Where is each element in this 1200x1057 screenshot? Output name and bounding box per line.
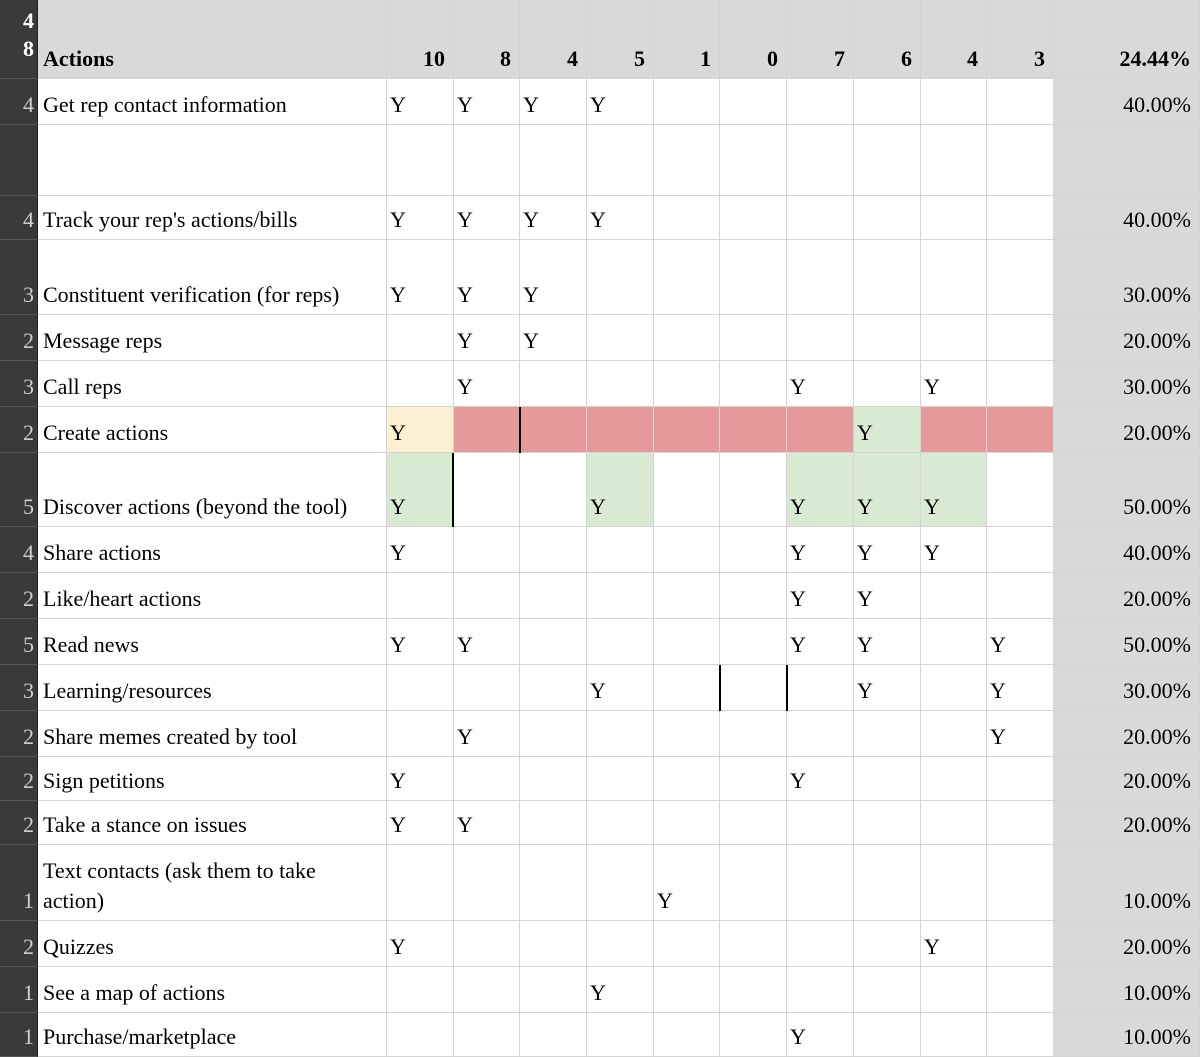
mark-cell[interactable] xyxy=(720,453,787,527)
header-count-col-3[interactable]: 4 xyxy=(520,0,587,79)
percent-cell[interactable]: 20.00% xyxy=(1054,757,1200,801)
row-number[interactable]: 2 xyxy=(0,757,38,801)
mark-cell[interactable] xyxy=(587,527,654,573)
mark-cell[interactable] xyxy=(454,967,520,1013)
mark-cell[interactable] xyxy=(520,665,587,711)
mark-cell[interactable]: Y xyxy=(587,453,654,527)
mark-cell[interactable]: Y xyxy=(787,527,854,573)
mark-cell[interactable] xyxy=(987,79,1054,125)
mark-cell[interactable] xyxy=(921,125,987,196)
mark-cell[interactable]: Y xyxy=(854,665,921,711)
action-label[interactable]: Quizzes xyxy=(38,921,387,967)
row-number[interactable]: 4 xyxy=(0,196,38,240)
mark-cell[interactable] xyxy=(987,407,1054,453)
header-count-col-5[interactable]: 1 xyxy=(654,0,720,79)
row-number[interactable]: 2 xyxy=(0,315,38,361)
mark-cell[interactable] xyxy=(654,361,720,407)
mark-cell[interactable]: Y xyxy=(587,196,654,240)
row-number-bottom: 8 xyxy=(23,36,34,61)
mark-cell[interactable] xyxy=(454,453,520,527)
mark-cell[interactable] xyxy=(987,315,1054,361)
mark-cell[interactable] xyxy=(787,240,854,315)
mark-cell[interactable] xyxy=(987,1013,1054,1057)
mark-cell[interactable] xyxy=(987,801,1054,845)
mark-cell[interactable] xyxy=(720,921,787,967)
mark-cell[interactable] xyxy=(654,407,720,453)
mark-cell[interactable] xyxy=(587,361,654,407)
percent-cell[interactable]: 20.00% xyxy=(1054,407,1200,453)
row-number[interactable]: 3 xyxy=(0,240,38,315)
mark-cell[interactable] xyxy=(921,711,987,757)
action-label[interactable]: Take a stance on issues xyxy=(38,801,387,845)
mark-cell[interactable] xyxy=(454,757,520,801)
header-count-col-9[interactable]: 4 xyxy=(921,0,987,79)
mark-cell[interactable]: Y xyxy=(921,921,987,967)
mark-cell[interactable] xyxy=(921,757,987,801)
mark-cell[interactable] xyxy=(654,79,720,125)
mark-cell[interactable]: Y xyxy=(787,453,854,527)
mark-cell[interactable] xyxy=(987,361,1054,407)
mark-cell[interactable] xyxy=(787,315,854,361)
percent-cell[interactable]: 40.00% xyxy=(1054,196,1200,240)
mark-cell[interactable]: Y xyxy=(387,196,454,240)
mark-cell[interactable] xyxy=(520,757,587,801)
percent-cell[interactable]: 20.00% xyxy=(1054,315,1200,361)
cell-border-mark xyxy=(452,453,454,527)
percent-cell[interactable]: 10.00% xyxy=(1054,1013,1200,1057)
percent-cell[interactable] xyxy=(1054,125,1200,196)
mark-cell[interactable] xyxy=(987,757,1054,801)
header-count-col-8[interactable]: 6 xyxy=(854,0,921,79)
mark-cell[interactable] xyxy=(921,573,987,619)
cell-border-mark xyxy=(719,665,721,711)
mark-cell[interactable] xyxy=(520,407,587,453)
mark-cell[interactable] xyxy=(854,757,921,801)
mark-cell[interactable] xyxy=(587,619,654,665)
percent-cell[interactable]: 20.00% xyxy=(1054,711,1200,757)
mark-cell[interactable] xyxy=(787,125,854,196)
row-number[interactable]: 2 xyxy=(0,801,38,845)
mark-cell[interactable] xyxy=(720,79,787,125)
mark-cell[interactable] xyxy=(787,921,854,967)
action-label[interactable]: Constituent verification (for reps) xyxy=(38,240,387,315)
mark-cell[interactable] xyxy=(720,1013,787,1057)
row-number[interactable]: 3 xyxy=(0,665,38,711)
mark-cell[interactable]: Y xyxy=(787,619,854,665)
mark-cell[interactable] xyxy=(921,665,987,711)
row-number[interactable]: 5 xyxy=(0,453,38,527)
mark-cell[interactable]: Y xyxy=(454,361,520,407)
header-count-col-1[interactable]: 10 xyxy=(387,0,454,79)
row-number[interactable]: 1 xyxy=(0,1013,38,1057)
action-label[interactable]: Call reps xyxy=(38,361,387,407)
percent-cell[interactable]: 50.00% xyxy=(1054,453,1200,527)
mark-cell[interactable] xyxy=(587,573,654,619)
mark-cell[interactable] xyxy=(921,315,987,361)
mark-cell[interactable]: Y xyxy=(520,240,587,315)
mark-cell[interactable]: Y xyxy=(854,573,921,619)
mark-cell[interactable]: Y xyxy=(787,757,854,801)
mark-cell[interactable] xyxy=(987,196,1054,240)
mark-cell[interactable] xyxy=(654,665,720,711)
mark-cell[interactable] xyxy=(854,240,921,315)
mark-cell[interactable] xyxy=(720,967,787,1013)
mark-cell[interactable] xyxy=(520,527,587,573)
mark-cell[interactable] xyxy=(587,845,654,921)
mark-cell[interactable] xyxy=(587,921,654,967)
mark-cell[interactable] xyxy=(987,845,1054,921)
row-number[interactable]: 2 xyxy=(0,573,38,619)
mark-cell[interactable] xyxy=(387,315,454,361)
row-number[interactable]: 2 xyxy=(0,407,38,453)
header-count-col-4[interactable]: 5 xyxy=(587,0,654,79)
mark-cell[interactable]: Y xyxy=(387,79,454,125)
percent-cell[interactable]: 40.00% xyxy=(1054,79,1200,125)
action-label[interactable]: See a map of actions xyxy=(38,967,387,1013)
mark-cell[interactable] xyxy=(654,527,720,573)
mark-cell[interactable]: Y xyxy=(854,619,921,665)
mark-cell[interactable] xyxy=(921,79,987,125)
header-count-col-7[interactable]: 7 xyxy=(787,0,854,79)
mark-cell[interactable] xyxy=(654,967,720,1013)
mark-cell[interactable] xyxy=(587,711,654,757)
mark-cell[interactable] xyxy=(987,453,1054,527)
percent-cell[interactable]: 40.00% xyxy=(1054,527,1200,573)
mark-cell[interactable] xyxy=(921,801,987,845)
mark-cell[interactable]: Y xyxy=(387,240,454,315)
mark-cell[interactable] xyxy=(654,801,720,845)
mark-cell[interactable]: Y xyxy=(387,527,454,573)
percent-cell[interactable]: 20.00% xyxy=(1054,573,1200,619)
mark-cell[interactable] xyxy=(654,196,720,240)
mark-cell[interactable] xyxy=(720,845,787,921)
mark-cell[interactable] xyxy=(787,967,854,1013)
mark-cell[interactable] xyxy=(520,711,587,757)
mark-cell[interactable] xyxy=(854,315,921,361)
action-label[interactable]: Like/heart actions xyxy=(38,573,387,619)
row-number[interactable]: 4 xyxy=(0,527,38,573)
mark-cell[interactable] xyxy=(787,801,854,845)
mark-cell[interactable] xyxy=(720,125,787,196)
mark-cell[interactable] xyxy=(921,619,987,665)
mark-cell[interactable]: Y xyxy=(454,196,520,240)
action-label[interactable] xyxy=(38,125,387,196)
mark-cell[interactable] xyxy=(454,845,520,921)
mark-cell[interactable]: Y xyxy=(787,1013,854,1057)
mark-cell[interactable]: Y xyxy=(387,757,454,801)
mark-cell[interactable] xyxy=(720,711,787,757)
mark-cell[interactable] xyxy=(720,619,787,665)
mark-cell[interactable] xyxy=(520,453,587,527)
action-label[interactable]: Learning/resources xyxy=(38,665,387,711)
row-number[interactable]: 3 xyxy=(0,361,38,407)
mark-cell[interactable] xyxy=(720,361,787,407)
mark-cell[interactable] xyxy=(520,125,587,196)
row-number[interactable]: 5 xyxy=(0,619,38,665)
mark-cell[interactable]: Y xyxy=(387,619,454,665)
header-percent[interactable]: 24.44% xyxy=(1054,0,1200,79)
mark-cell[interactable] xyxy=(720,315,787,361)
row-number[interactable] xyxy=(0,125,38,196)
mark-cell[interactable] xyxy=(987,967,1054,1013)
mark-cell[interactable] xyxy=(587,315,654,361)
mark-cell[interactable] xyxy=(787,196,854,240)
row-number-top: 4 xyxy=(23,8,34,33)
mark-cell[interactable]: Y xyxy=(520,196,587,240)
mark-cell[interactable] xyxy=(854,845,921,921)
mark-cell[interactable]: Y xyxy=(921,361,987,407)
action-label[interactable]: Create actions xyxy=(38,407,387,453)
percent-cell[interactable]: 50.00% xyxy=(1054,619,1200,665)
cell-border-mark xyxy=(519,407,521,453)
mark-cell[interactable] xyxy=(987,240,1054,315)
mark-cell[interactable] xyxy=(854,711,921,757)
mark-cell[interactable]: Y xyxy=(520,79,587,125)
action-label[interactable]: Get rep contact information xyxy=(38,79,387,125)
mark-cell[interactable] xyxy=(387,1013,454,1057)
mark-cell[interactable] xyxy=(720,801,787,845)
mark-cell[interactable] xyxy=(587,801,654,845)
action-label[interactable]: Track your rep's actions/bills xyxy=(38,196,387,240)
action-label[interactable]: Discover actions (beyond the tool) xyxy=(38,453,387,527)
action-label[interactable]: Message reps xyxy=(38,315,387,361)
mark-cell[interactable] xyxy=(921,196,987,240)
mark-cell[interactable] xyxy=(854,79,921,125)
mark-cell[interactable] xyxy=(987,573,1054,619)
row-number[interactable]: 1 xyxy=(0,967,38,1013)
mark-cell[interactable]: Y xyxy=(387,407,454,453)
percent-cell[interactable]: 30.00% xyxy=(1054,240,1200,315)
mark-cell[interactable]: Y xyxy=(987,665,1054,711)
mark-cell[interactable] xyxy=(921,845,987,921)
mark-cell[interactable] xyxy=(787,845,854,921)
mark-cell[interactable]: Y xyxy=(454,801,520,845)
mark-cell[interactable]: Y xyxy=(787,361,854,407)
mark-cell[interactable]: Y xyxy=(587,79,654,125)
action-label[interactable]: Text contacts (ask them to take action) xyxy=(38,845,387,921)
mark-cell[interactable] xyxy=(854,125,921,196)
mark-cell[interactable] xyxy=(454,665,520,711)
row-number[interactable]: 1 xyxy=(0,845,38,921)
cell-border-mark xyxy=(786,665,788,711)
mark-cell[interactable] xyxy=(387,967,454,1013)
mark-cell[interactable] xyxy=(387,125,454,196)
action-label[interactable]: Share actions xyxy=(38,527,387,573)
mark-cell[interactable] xyxy=(854,967,921,1013)
mark-cell[interactable] xyxy=(587,1013,654,1057)
mark-cell[interactable]: Y xyxy=(454,619,520,665)
percent-cell[interactable]: 10.00% xyxy=(1054,967,1200,1013)
mark-cell[interactable] xyxy=(587,125,654,196)
mark-cell[interactable]: Y xyxy=(787,573,854,619)
mark-cell[interactable] xyxy=(654,757,720,801)
mark-cell[interactable] xyxy=(520,845,587,921)
mark-cell[interactable]: Y xyxy=(454,240,520,315)
mark-cell[interactable]: Y xyxy=(921,453,987,527)
mark-cell[interactable] xyxy=(454,407,520,453)
mark-cell[interactable] xyxy=(720,665,787,711)
header-count-col-6[interactable]: 0 xyxy=(720,0,787,79)
row-number[interactable]: 2 xyxy=(0,711,38,757)
mark-cell[interactable] xyxy=(854,921,921,967)
mark-cell[interactable] xyxy=(654,619,720,665)
percent-cell[interactable]: 10.00% xyxy=(1054,845,1200,921)
mark-cell[interactable] xyxy=(854,801,921,845)
mark-cell[interactable] xyxy=(520,921,587,967)
mark-cell[interactable] xyxy=(787,79,854,125)
mark-cell[interactable] xyxy=(654,453,720,527)
mark-cell[interactable]: Y xyxy=(854,453,921,527)
mark-cell[interactable] xyxy=(854,196,921,240)
mark-cell[interactable] xyxy=(854,361,921,407)
mark-cell[interactable] xyxy=(587,757,654,801)
mark-cell[interactable]: Y xyxy=(454,315,520,361)
row-number[interactable]: 4 xyxy=(0,79,38,125)
mark-cell[interactable] xyxy=(987,125,1054,196)
action-label[interactable]: Purchase/marketplace xyxy=(38,1013,387,1057)
mark-cell[interactable]: Y xyxy=(987,711,1054,757)
mark-cell[interactable] xyxy=(587,407,654,453)
header-count-col-2[interactable]: 8 xyxy=(454,0,520,79)
mark-cell[interactable]: Y xyxy=(854,527,921,573)
percent-cell[interactable]: 30.00% xyxy=(1054,361,1200,407)
mark-cell[interactable] xyxy=(454,921,520,967)
mark-cell[interactable] xyxy=(387,711,454,757)
mark-cell[interactable] xyxy=(520,1013,587,1057)
mark-cell[interactable] xyxy=(654,1013,720,1057)
mark-cell[interactable] xyxy=(654,240,720,315)
mark-cell[interactable]: Y xyxy=(587,967,654,1013)
mark-cell[interactable] xyxy=(720,573,787,619)
mark-cell[interactable] xyxy=(520,967,587,1013)
mark-cell[interactable] xyxy=(454,573,520,619)
mark-cell[interactable] xyxy=(454,1013,520,1057)
mark-cell[interactable]: Y xyxy=(587,665,654,711)
mark-cell[interactable]: Y xyxy=(854,407,921,453)
mark-cell[interactable] xyxy=(787,665,854,711)
row-number-header[interactable] xyxy=(0,0,38,79)
header-count-col-10[interactable]: 3 xyxy=(987,0,1054,79)
mark-cell[interactable]: Y xyxy=(654,845,720,921)
mark-cell[interactable] xyxy=(387,573,454,619)
mark-cell[interactable] xyxy=(720,240,787,315)
mark-cell[interactable] xyxy=(654,573,720,619)
mark-cell[interactable] xyxy=(787,711,854,757)
mark-cell[interactable] xyxy=(520,361,587,407)
mark-cell[interactable] xyxy=(587,240,654,315)
mark-cell[interactable] xyxy=(787,407,854,453)
mark-cell[interactable] xyxy=(654,125,720,196)
mark-cell[interactable] xyxy=(720,757,787,801)
mark-cell[interactable] xyxy=(720,407,787,453)
mark-cell[interactable] xyxy=(387,665,454,711)
mark-cell[interactable]: Y xyxy=(454,711,520,757)
mark-cell[interactable] xyxy=(720,527,787,573)
mark-cell[interactable] xyxy=(921,1013,987,1057)
action-label[interactable]: Share memes created by tool xyxy=(38,711,387,757)
mark-cell[interactable]: Y xyxy=(387,453,454,527)
mark-cell[interactable] xyxy=(520,619,587,665)
mark-cell[interactable]: Y xyxy=(520,315,587,361)
mark-cell[interactable]: Y xyxy=(921,527,987,573)
mark-cell[interactable] xyxy=(654,315,720,361)
mark-cell[interactable]: Y xyxy=(387,801,454,845)
mark-cell[interactable] xyxy=(454,125,520,196)
mark-cell[interactable] xyxy=(921,240,987,315)
mark-cell[interactable] xyxy=(520,801,587,845)
row-number[interactable]: 2 xyxy=(0,921,38,967)
action-label[interactable]: Read news xyxy=(38,619,387,665)
percent-cell[interactable]: 20.00% xyxy=(1054,921,1200,967)
mark-cell[interactable]: Y xyxy=(387,921,454,967)
percent-cell[interactable]: 30.00% xyxy=(1054,665,1200,711)
mark-cell[interactable] xyxy=(987,921,1054,967)
header-actions-label[interactable]: Actions xyxy=(38,0,387,79)
action-label[interactable]: Sign petitions xyxy=(38,757,387,801)
mark-cell[interactable] xyxy=(454,527,520,573)
mark-cell[interactable]: Y xyxy=(454,79,520,125)
mark-cell[interactable] xyxy=(387,845,454,921)
mark-cell[interactable]: Y xyxy=(987,619,1054,665)
mark-cell[interactable] xyxy=(654,921,720,967)
mark-cell[interactable] xyxy=(921,407,987,453)
percent-cell[interactable]: 20.00% xyxy=(1054,801,1200,845)
mark-cell[interactable] xyxy=(921,967,987,1013)
mark-cell[interactable] xyxy=(987,527,1054,573)
mark-cell[interactable] xyxy=(720,196,787,240)
mark-cell[interactable] xyxy=(654,711,720,757)
mark-cell[interactable] xyxy=(854,1013,921,1057)
mark-cell[interactable] xyxy=(520,573,587,619)
mark-cell[interactable] xyxy=(387,361,454,407)
